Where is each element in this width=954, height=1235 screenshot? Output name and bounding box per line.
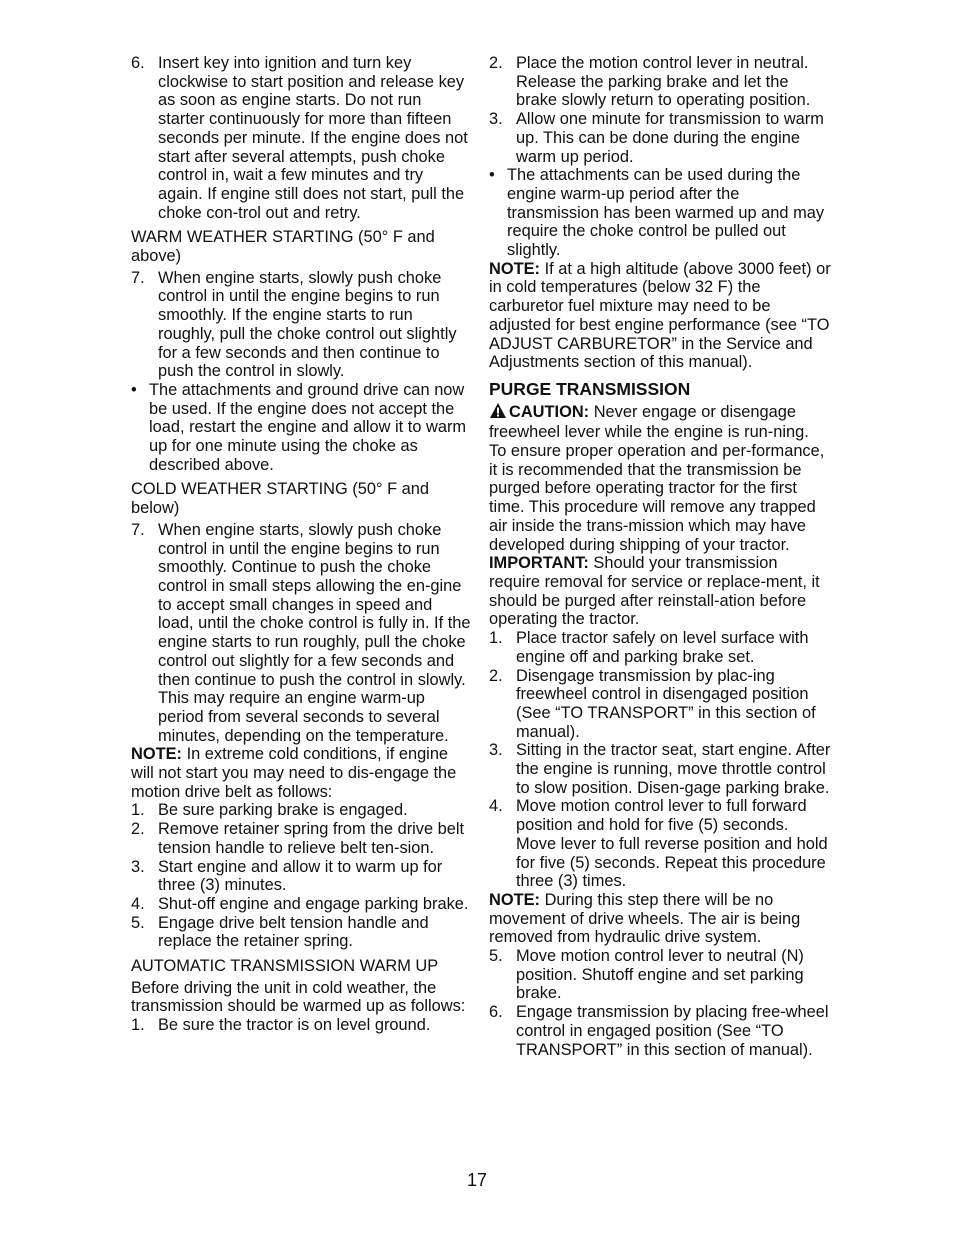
purge-note — [489, 891, 831, 947]
step-number: 1. — [131, 1016, 145, 1035]
important-label: IMPORTANT: — [489, 554, 589, 573]
note-text: If at a high altitude (above 3000 feet) or in cold temperatures (below 32 F) the carburetor fuel mixture may need to be adjusted for best engine performance (see “TO ADJUST CARBURETOR” in the Service and Adjustments section of this manual). — [489, 259, 831, 372]
note-label: NOTE: — [489, 259, 540, 278]
step-text: Place the motion control lever in neutral. Release the parking brake and let the brake slowly return to operating position. — [516, 54, 811, 110]
caution-text: Never engage or disengage freewheel lever while the engine is run-ning. — [489, 402, 809, 442]
step-text: Be sure the tractor is on level ground. — [158, 1016, 431, 1035]
list-item — [131, 895, 471, 914]
step-text: When engine starts, slowly push choke control in until the engine begins to run smoothly. If the engine starts to run roughly, pull the choke control out slightly for a few seconds and then continue to push the control in slowly. — [158, 268, 457, 381]
step-number: 2. — [131, 820, 145, 839]
list-item — [131, 914, 471, 951]
step-number: 3. — [131, 857, 145, 876]
step-text: Move motion control lever to full forward position and hold for five (5) seconds. Move lever to full reverse position and hold for five (5) seconds. Repeat this procedure three (3) times. — [516, 797, 828, 891]
warm-weather-heading: WARM WEATHER STARTING (50° F and above) — [131, 228, 435, 266]
auto-warmup-heading: AUTOMATIC TRANSMISSION WARM UP — [131, 957, 439, 976]
step-text: Remove retainer spring from the drive belt tension handle to relieve belt ten-sion. — [158, 820, 465, 857]
cold-step-7 — [131, 521, 471, 745]
bullet-text: The attachments can be used during the engine warm-up period after the transmission has been warmed up and may require the choke control be pulled out slightly. — [507, 166, 825, 260]
caution-block — [489, 402, 831, 442]
cold-note — [131, 745, 471, 801]
list-item — [489, 741, 831, 797]
list-item — [489, 947, 831, 1003]
step-text: Start engine and allow it to warm up for three (3) minutes. — [158, 857, 443, 895]
attachments-bullet — [489, 166, 831, 260]
important-note — [489, 554, 831, 629]
important-text: Should your transmission require removal for service or replace-ment, it should be purged after reinstall-ation before operating the tractor. — [489, 554, 820, 629]
step-number: 7. — [131, 520, 145, 539]
step-text: Shut-off engine and engage parking brake. — [158, 894, 469, 913]
step-text: Engage drive belt tension handle and replace the retainer spring. — [158, 913, 429, 951]
warm-step-7 — [131, 269, 471, 381]
step-number: 2. — [489, 54, 503, 72]
note-label: NOTE: — [489, 890, 540, 909]
page-number: 17 — [466, 1170, 488, 1190]
step-text: Insert key into ignition and turn key clockwise to start position and release key as soon as engine starts. Do not run starter continuously for more than fifteen seconds per minute. If the engine does not start after several attempts, push choke control in, wait a few minutes and try again. If engine still does not start, pull the choke con-trol out and retry. — [158, 54, 468, 222]
warning-triangle-icon — [489, 402, 507, 424]
cold-weather-heading: COLD WEATHER STARTING (50° F and below) — [131, 480, 429, 518]
right-column — [489, 54, 831, 1059]
auto-steps-list — [489, 54, 831, 166]
step-number: 1. — [489, 629, 503, 648]
step-number: 3. — [489, 110, 503, 129]
purge-steps-list — [489, 629, 831, 891]
list-item — [489, 1003, 831, 1059]
step-text: Engage transmission by placing free-wheel control in engaged position (See “TO TRANSPORT” in this section of manual). — [516, 1003, 829, 1059]
warm-bullet — [131, 381, 471, 475]
list-item — [489, 110, 831, 166]
step-number: 4. — [489, 797, 503, 816]
step-number: 5. — [489, 947, 503, 966]
note-label: NOTE: — [131, 745, 182, 764]
bullet-mark: • — [489, 166, 495, 185]
list-item — [489, 629, 831, 666]
bullet-text: The attachments and ground drive can now be used. If the engine does not accept the load, restart the engine and allow it to warm up for one minute using the choke as described above. — [149, 380, 467, 474]
step-text: Disengage transmission by plac-ing freewheel control in disengaged position (See “TO TRANSPORT” in this section of manual). — [516, 666, 816, 741]
step-6 — [131, 54, 471, 222]
list-item — [131, 801, 471, 820]
step-text: When engine starts, slowly push choke control in until the engine begins to run smoothly. Continue to push the choke control in small steps allowing the en-gine to accept small changes in speed and load, until the choke control is fully in. If the engine starts to run roughly, pull the choke control out slightly for a few seconds and then continue to push the control in slowly. This may require an engine warm-up period from several seconds to several minutes, depending on the temperature. — [158, 520, 471, 745]
altitude-note — [489, 260, 831, 372]
step-number: 6. — [131, 54, 145, 72]
auto-step-1 — [131, 1016, 471, 1035]
list-item — [131, 858, 471, 895]
bullet-mark: • — [131, 380, 137, 399]
list-item — [489, 667, 831, 742]
left-column — [131, 54, 471, 1035]
auto-warmup-intro: Before driving the unit in cold weather, the transmission should be warmed up as follows: — [131, 978, 466, 1016]
list-item — [131, 820, 471, 857]
purge-steps-list-continued — [489, 947, 831, 1059]
step-text: Place tractor safely on level surface with engine off and parking brake set. — [516, 629, 809, 666]
purge-transmission-heading: PURGE TRANSMISSION — [489, 378, 691, 399]
step-number: 1. — [131, 801, 145, 820]
note-text: During this step there will be no movement of drive wheels. The air is being removed from hydraulic drive system. — [489, 890, 801, 947]
step-number: 7. — [131, 268, 145, 287]
step-text: Allow one minute for transmission to warm up. This can be done during the engine warm up period. — [516, 110, 824, 166]
step-text: Sitting in the tractor seat, start engine. After the engine is running, move throttle control to slow position. Disen-gage parking brake. — [516, 741, 831, 797]
note-text: In extreme cold conditions, if engine will not start you may need to dis-engage the motion drive belt as follows: — [131, 745, 457, 801]
belt-steps-list — [131, 801, 471, 951]
caution-label: CAUTION: — [509, 402, 590, 421]
list-item — [489, 797, 831, 891]
purge-intro: To ensure proper operation and per-formance, it is recommended that the transmission be purged before operating tractor for the first time. This procedure will remove any trapped air inside the trans-mission which may have developed during shipping of your tractor. — [489, 442, 825, 554]
step-number: 2. — [489, 666, 503, 685]
step-text: Move motion control lever to neutral (N) position. Shutoff engine and set parking brake. — [516, 947, 804, 1003]
step-text: Be sure parking brake is engaged. — [158, 801, 408, 820]
step-number: 3. — [489, 741, 503, 760]
step-number: 4. — [131, 894, 145, 913]
step-number: 6. — [489, 1003, 503, 1022]
list-item — [489, 54, 831, 110]
step-number: 5. — [131, 913, 145, 932]
